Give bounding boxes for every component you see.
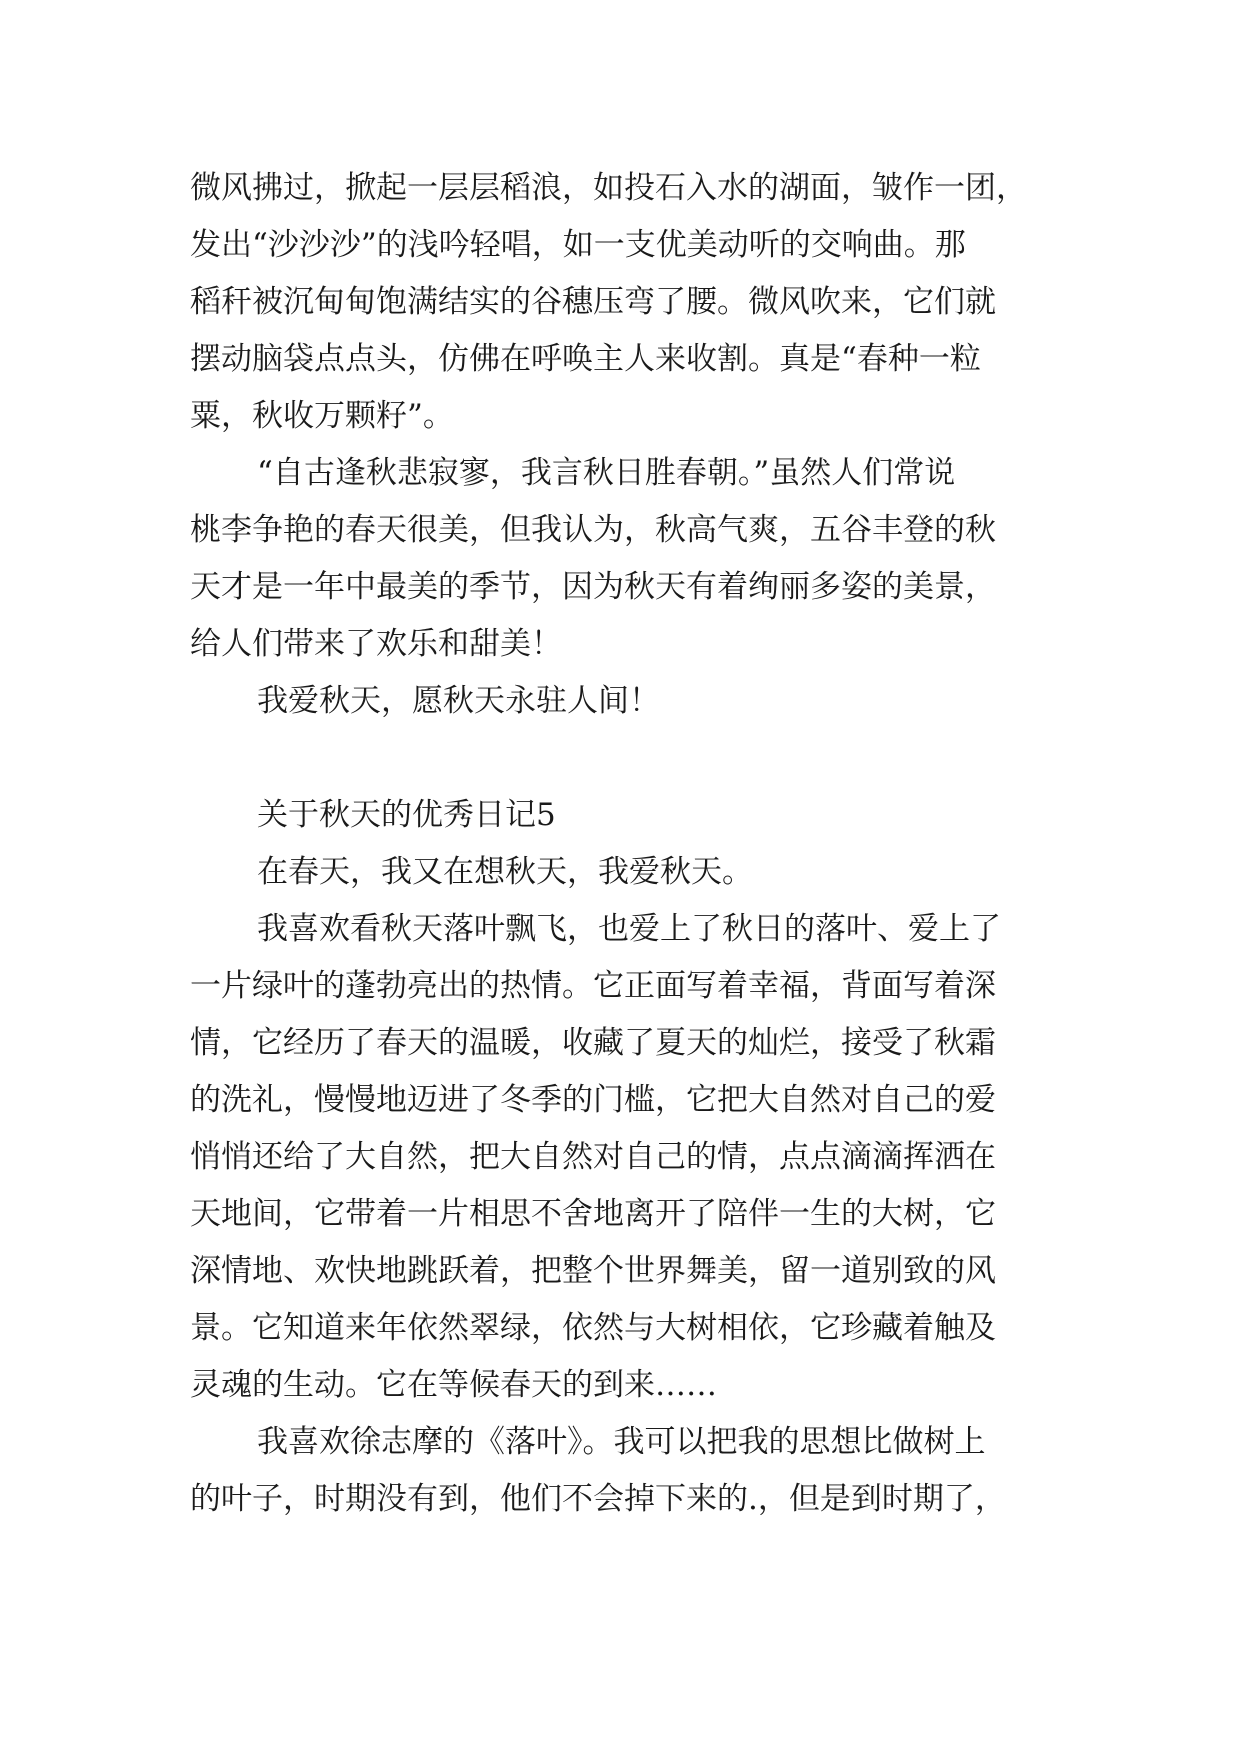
text-line: 微风拂过，掀起一层层稻浪，如投石入水的湖面，皱作一团， bbox=[190, 170, 1027, 206]
text-line: 一片绿叶的蓬勃亮出的热情。它正面写着幸福，背面写着深 bbox=[190, 968, 996, 1004]
text-line: 在春天，我又在想秋天，我爱秋天。 bbox=[257, 854, 753, 890]
text-line: 粟，秋收万颗籽”。 bbox=[190, 398, 454, 434]
text-line: 天地间，它带着一片相思不舍地离开了陪伴一生的大树，它 bbox=[190, 1196, 996, 1232]
text-line: 我喜欢徐志摩的《落叶》。我可以把我的思想比做树上 bbox=[257, 1424, 986, 1460]
text-line: 灵魂的生动。它在等候春天的到来…… bbox=[190, 1367, 717, 1403]
text-line: 的洗礼，慢慢地迈进了冬季的门槛，它把大自然对自己的爱 bbox=[190, 1082, 996, 1118]
text-line: 我爱秋天，愿秋天永驻人间！ bbox=[257, 683, 660, 719]
text-line: 深情地、欢快地跳跃着，把整个世界舞美，留一道别致的风 bbox=[190, 1253, 996, 1289]
text-line: 摆动脑袋点点头，仿佛在呼唤主人来收割。真是“春种一粒 bbox=[190, 341, 981, 377]
text-line: 我喜欢看秋天落叶飘飞，也爱上了秋日的落叶、爱上了 bbox=[257, 911, 1001, 947]
text-line: 稻秆被沉甸甸饱满结实的谷穗压弯了腰。微风吹来，它们就 bbox=[190, 284, 996, 320]
text-line: 景。它知道来年依然翠绿，依然与大树相依，它珍藏着触及 bbox=[190, 1310, 996, 1346]
text-line: 悄悄还给了大自然，把大自然对自己的情，点点滴滴挥洒在 bbox=[190, 1139, 996, 1175]
text-line: 情，它经历了春天的温暖，收藏了夏天的灿烂，接受了秋霜 bbox=[190, 1025, 996, 1061]
section-heading: 关于秋天的优秀日记5 bbox=[257, 797, 556, 833]
text-line: 发出“沙沙沙”的浅吟轻唱，如一支优美动听的交响曲。那 bbox=[190, 227, 966, 263]
text-line: 天才是一年中最美的季节，因为秋天有着绚丽多姿的美景， bbox=[190, 569, 996, 605]
text-line: 的叶子，时期没有到，他们不会掉下来的.，但是到时期了， bbox=[190, 1481, 1006, 1517]
text-line: 给人们带来了欢乐和甜美！ bbox=[190, 626, 562, 662]
text-line: 桃李争艳的春天很美，但我认为，秋高气爽，五谷丰登的秋 bbox=[190, 512, 996, 548]
text-line: “自古逢秋悲寂寥，我言秋日胜春朝。”虽然人们常说 bbox=[257, 455, 956, 491]
